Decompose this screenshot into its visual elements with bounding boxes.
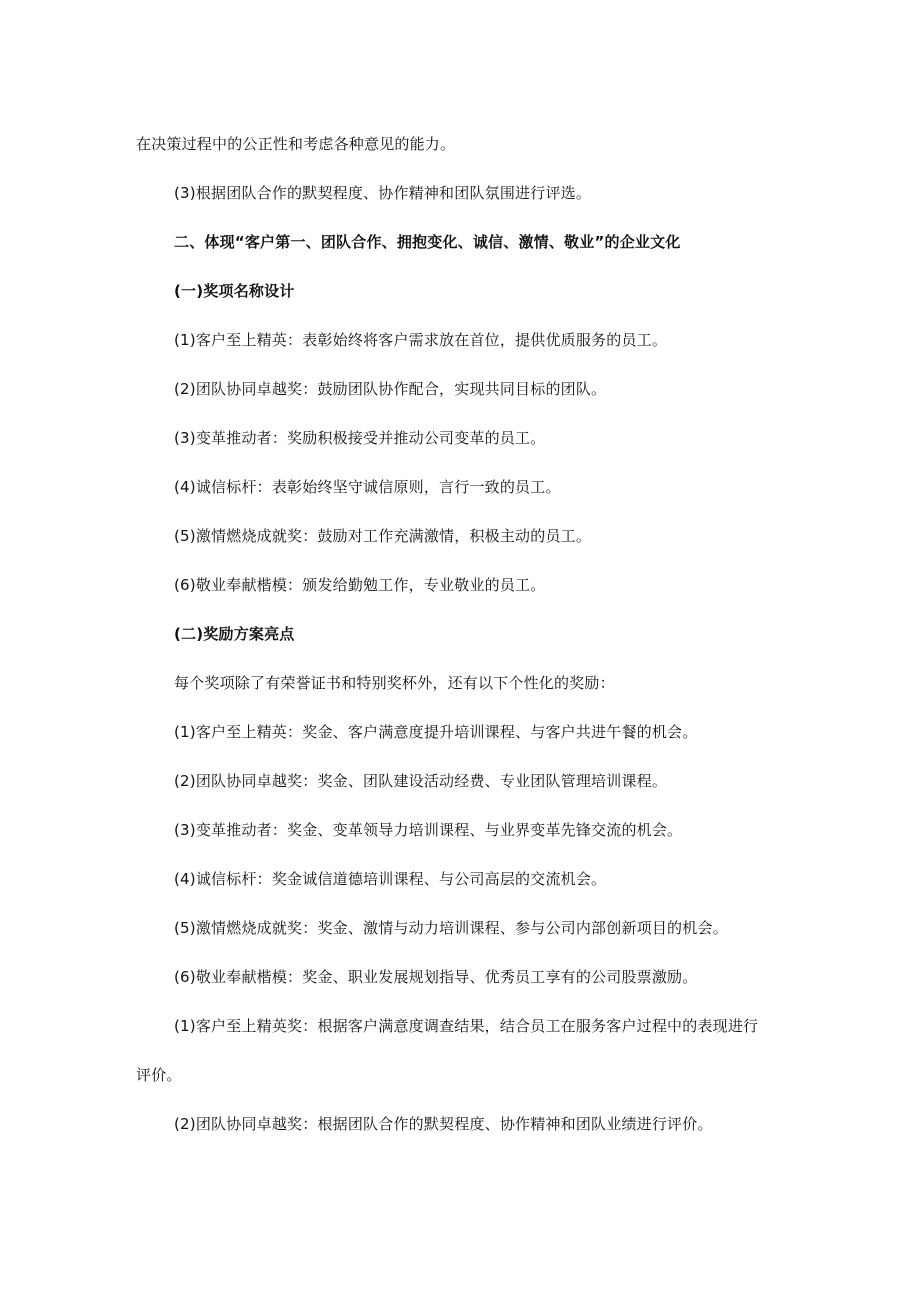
- list-item: (6)敬业奉献楷模：颁发给勤勉工作，专业敬业的员工。: [174, 576, 546, 594]
- list-item: (2)团队协同卓越奖：鼓励团队协作配合，实现共同目标的团队。: [174, 380, 607, 398]
- list-item: (6)敬业奉献楷模：奖金、职业发展规划指导、优秀员工享有的公司股票激励。: [174, 968, 698, 986]
- list-item: (4)诚信标杆：奖金诚信道德培训课程、与公司高层的交流机会。: [174, 870, 607, 888]
- list-item: (5)激情燃烧成就奖：奖金、激情与动力培训课程、参与公司内部创新项目的机会。: [174, 919, 728, 937]
- list-item: (1)客户至上精英：奖金、客户满意度提升培训课程、与客户共进午餐的机会。: [174, 723, 698, 741]
- list-item: (1)客户至上精英奖：根据客户满意度调查结果，结合员工在服务客户过程中的表现进行: [174, 1017, 759, 1035]
- section-heading: 二、体现“客户第一、团队合作、拥抱变化、诚信、激情、敬业”的企业文化: [174, 233, 681, 251]
- subsection-heading: (二)奖励方案亮点: [174, 625, 295, 643]
- paragraph-item: (3)根据团队合作的默契程度、协作精神和团队氛围进行评选。: [174, 184, 592, 202]
- list-item: (2)团队协同卓越奖：根据团队合作的默契程度、协作精神和团队业绩进行评价。: [174, 1115, 713, 1133]
- list-item: (5)激情燃烧成就奖：鼓励对工作充满激情，积极主动的员工。: [174, 527, 592, 545]
- paragraph-continuation: 评价。: [136, 1066, 182, 1084]
- list-item: (3)变革推动者：奖励积极接受并推动公司变革的员工。: [174, 429, 546, 447]
- list-item: (1)客户至上精英：表彰始终将客户需求放在首位，提供优质服务的员工。: [174, 331, 668, 349]
- paragraph-continuation: 在决策过程中的公正性和考虑各种意见的能力。: [136, 135, 456, 153]
- paragraph-text: 每个奖项除了有荣誉证书和特别奖杯外，还有以下个性化的奖励：: [174, 674, 615, 692]
- list-item: (3)变革推动者：奖金、变革领导力培训课程、与业界变革先锋交流的机会。: [174, 821, 683, 839]
- list-item: (4)诚信标杆：表彰始终坚守诚信原则，言行一致的员工。: [174, 478, 561, 496]
- subsection-heading: (一)奖项名称设计: [174, 282, 295, 300]
- list-item: (2)团队协同卓越奖：奖金、团队建设活动经费、专业团队管理培训课程。: [174, 772, 668, 790]
